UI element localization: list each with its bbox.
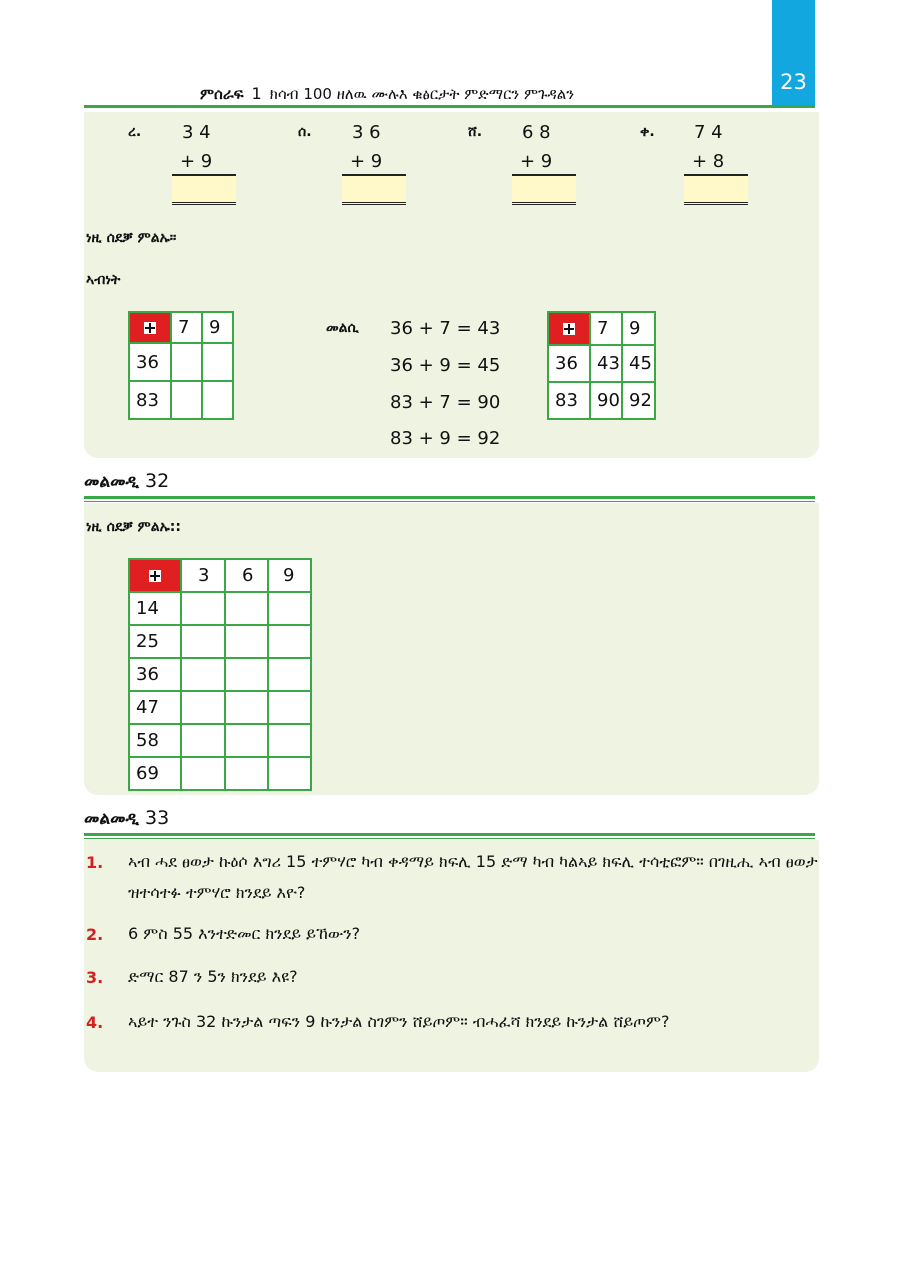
exercise-33-number: 33 bbox=[144, 807, 170, 829]
problem-letter: ሰ. bbox=[298, 124, 312, 140]
exercise-32-rule bbox=[84, 496, 815, 499]
unit-label: ምሰራፍ bbox=[200, 85, 244, 103]
row-header: 36 bbox=[129, 343, 171, 381]
unit-title bbox=[200, 84, 574, 103]
question-text: ኣይተ ንጉስ 32 ኩንታል ጣፍን 9 ኩንታል ስገምን ሸይጦም። ብሓፈሻ ክንደይ ኩንታል ሸይጦም? bbox=[128, 1012, 670, 1031]
answer-box[interactable] bbox=[172, 174, 236, 205]
exercise-32-instruction: ነዚ ሰደቓ ምልኡ:: bbox=[86, 519, 181, 535]
question-text: ኣብ ሓደ ፀወታ ኩዕሶ እግሪ 15 ተምሃሮ ካብ ቀዳማይ ክፍሊ 15 ድማ ካብ ካልኣይ ክፍሊ ተሳቲፎም። በገዚሒ ኣብ ፀወታ ዝተሳተፉ ተምሃሮ ክንደይ እዮ? bbox=[128, 852, 818, 902]
grid-cell: 90 bbox=[590, 382, 622, 419]
answer-cell[interactable] bbox=[225, 658, 268, 691]
plus-cell bbox=[129, 312, 171, 343]
answer-cell[interactable] bbox=[225, 724, 268, 757]
answer-cell[interactable] bbox=[225, 625, 268, 658]
answer-cell[interactable] bbox=[268, 691, 311, 724]
plus-cell bbox=[548, 312, 590, 345]
plus-icon bbox=[149, 570, 161, 582]
problem-letter: ሸ. bbox=[468, 124, 483, 140]
answer-cell[interactable] bbox=[181, 757, 225, 790]
plus-icon bbox=[144, 322, 156, 334]
row-header: 58 bbox=[129, 724, 181, 757]
answer-cell[interactable] bbox=[268, 625, 311, 658]
answer-cell[interactable] bbox=[268, 592, 311, 625]
problem-top-operand: 3 4 bbox=[182, 122, 211, 143]
answer-cell[interactable] bbox=[268, 658, 311, 691]
answer-cell[interactable] bbox=[181, 691, 225, 724]
example-empty-grid bbox=[128, 311, 234, 420]
answer-cell[interactable] bbox=[268, 724, 311, 757]
problem-top-operand: 6 8 bbox=[522, 122, 551, 143]
problem-letter: ቀ. bbox=[640, 124, 655, 140]
empty-cell bbox=[171, 343, 202, 381]
unit-subtitle: ክሳብ 100 ዘለዉ ሙሉእ ቁፅርታት ምድማርን ምጉዳልን bbox=[269, 85, 575, 103]
answer-box[interactable] bbox=[512, 174, 576, 205]
problem-top-operand: 7 4 bbox=[694, 122, 723, 143]
empty-cell bbox=[171, 381, 202, 419]
question-text: 6 ምስ 55 እንተድመር ክንደይ ይኸውን? bbox=[128, 924, 361, 943]
col-header: 7 bbox=[590, 312, 622, 345]
answer-cell[interactable] bbox=[268, 757, 311, 790]
col-header: 9 bbox=[268, 559, 311, 592]
row-header: 47 bbox=[129, 691, 181, 724]
answer-cell[interactable] bbox=[225, 691, 268, 724]
col-header: 3 bbox=[181, 559, 225, 592]
grid-cell: 45 bbox=[622, 345, 655, 382]
col-header: 7 bbox=[171, 312, 202, 343]
exercise-33-title: መልመዲ bbox=[84, 809, 139, 829]
problem-bottom-operand: + 8 bbox=[692, 151, 725, 172]
problem-letter: ረ. bbox=[128, 124, 142, 140]
problem-bottom-operand: + 9 bbox=[350, 151, 383, 172]
row-header: 36 bbox=[548, 345, 590, 382]
grid-cell: 92 bbox=[622, 382, 655, 419]
answer-box[interactable] bbox=[342, 174, 406, 205]
answer-cell[interactable] bbox=[181, 724, 225, 757]
page-number: 23 bbox=[780, 70, 807, 94]
answer-cell[interactable] bbox=[225, 757, 268, 790]
plus-cell bbox=[129, 559, 181, 592]
question-text: ድማር 87 ን 5ን ክንደይ እዩ? bbox=[128, 967, 298, 986]
empty-cell bbox=[202, 381, 233, 419]
question-number: 4. bbox=[86, 1013, 104, 1032]
equation: 83 + 7 = 90 bbox=[390, 392, 501, 413]
row-header: 83 bbox=[548, 382, 590, 419]
question-number: 3. bbox=[86, 968, 104, 987]
instruction-text: ነዚ ሰደቓ ምልኡ። bbox=[86, 230, 177, 246]
heading-rule bbox=[84, 105, 815, 108]
grid-cell: 43 bbox=[590, 345, 622, 382]
exercise-32-number: 32 bbox=[144, 470, 170, 492]
col-header: 9 bbox=[202, 312, 233, 343]
question-number: 2. bbox=[86, 925, 104, 944]
empty-cell bbox=[202, 343, 233, 381]
answer-cell[interactable] bbox=[225, 592, 268, 625]
row-header: 25 bbox=[129, 625, 181, 658]
row-header: 83 bbox=[129, 381, 171, 419]
equation: 36 + 7 = 43 bbox=[390, 318, 501, 339]
answer-cell[interactable] bbox=[181, 592, 225, 625]
exercise-32-title: መልመዲ bbox=[84, 472, 139, 492]
question-number: 1. bbox=[86, 853, 104, 872]
col-header: 6 bbox=[225, 559, 268, 592]
problem-bottom-operand: + 9 bbox=[180, 151, 213, 172]
exercise-32-rule-thin bbox=[84, 501, 815, 502]
row-header: 14 bbox=[129, 592, 181, 625]
exercise-32-grid bbox=[128, 558, 312, 791]
equation: 83 + 9 = 92 bbox=[390, 428, 501, 449]
answer-label: መልሲ bbox=[326, 320, 359, 336]
exercise-33-heading bbox=[84, 807, 169, 829]
unit-number: 1 bbox=[251, 84, 262, 103]
problem-bottom-operand: + 9 bbox=[520, 151, 553, 172]
equation: 36 + 9 = 45 bbox=[390, 355, 501, 376]
row-header: 36 bbox=[129, 658, 181, 691]
plus-icon bbox=[563, 323, 575, 335]
row-header: 69 bbox=[129, 757, 181, 790]
col-header: 9 bbox=[622, 312, 655, 345]
problem-top-operand: 3 6 bbox=[352, 122, 381, 143]
exercise-33-rule bbox=[84, 833, 815, 836]
exercise-33-rule-thin bbox=[84, 838, 815, 839]
answer-cell[interactable] bbox=[181, 625, 225, 658]
exercise-32-heading bbox=[84, 470, 169, 492]
example-label: ኣብነት bbox=[86, 272, 121, 288]
answer-cell[interactable] bbox=[181, 658, 225, 691]
answer-box[interactable] bbox=[684, 174, 748, 205]
example-filled-grid bbox=[547, 311, 656, 420]
